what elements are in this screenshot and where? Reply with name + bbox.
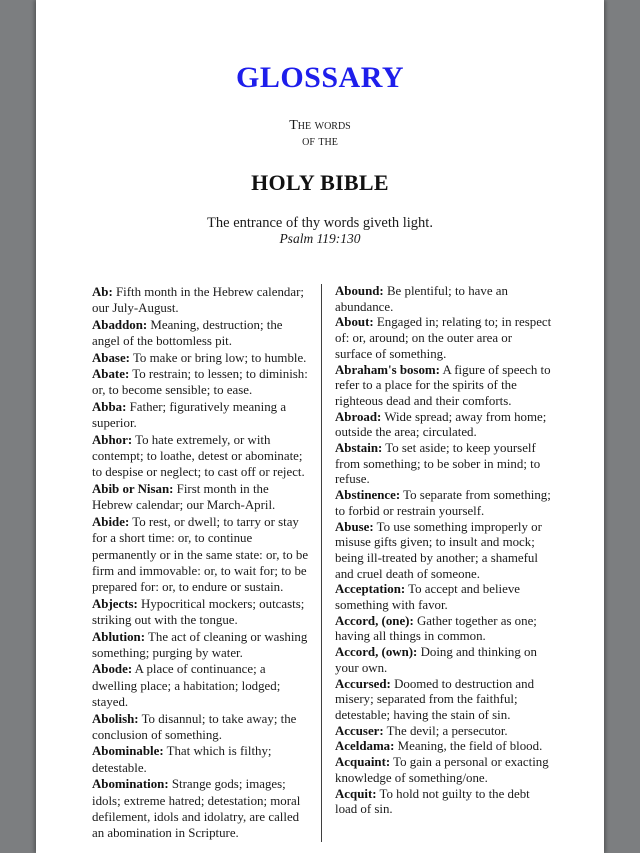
entry-definition: Doing and thinking on your own. (335, 645, 537, 675)
entry-term: Abominable: (92, 744, 164, 759)
entry-definition: Meaning, the field of blood. (394, 739, 543, 754)
book-title: HOLY BIBLE (251, 170, 389, 195)
entry-term: Abjects: (92, 596, 138, 611)
dedication-line-2: of the (302, 133, 338, 149)
glossary-page (36, 0, 604, 853)
entry-term: Acquit: (335, 786, 377, 801)
glossary-entry (92, 284, 309, 317)
entry-definition: That which is filthy; detestable. (92, 744, 272, 775)
entry-definition: Fifth month in the Hebrew calendar; our July-August. (92, 285, 304, 316)
entry-term: Abolish: (92, 711, 139, 726)
entry-term: Abhor: (92, 432, 133, 447)
entry-term: Abide: (92, 514, 130, 529)
glossary-entry (92, 629, 309, 662)
entry-term: Abba: (92, 399, 127, 414)
entry-term: Accord, (own): (335, 645, 418, 660)
entry-term: Abound: (335, 284, 384, 298)
entry-definition: Father; figuratively meaning a superior. (92, 399, 287, 431)
entry-term: Ab: (92, 285, 113, 299)
entry-term: Abib or Nisan: (92, 481, 174, 496)
entry-definition: To disannul; to take away; the conclusion of something. (92, 711, 297, 742)
glossary-entry (92, 596, 309, 629)
glossary-entry (92, 399, 309, 432)
entry-term: Abode: (92, 662, 133, 677)
entry-term: Accursed: (335, 676, 391, 691)
entry-term: Accord, (one): (335, 613, 414, 628)
entry-term: Abomination: (92, 777, 169, 792)
entry-definition: Wide spread; away from home; outside the area; circulated. (335, 409, 547, 440)
entry-definition: A figure of speech to refer to a place for the spirits of the righteous dead and their comforts. (335, 362, 551, 408)
glossary-entry (92, 711, 309, 744)
glossary-entry (92, 350, 309, 366)
glossary-entry (335, 582, 552, 613)
entry-definition: To restrain; to lessen; to diminish: or, to become sensible; to ease. (92, 367, 308, 398)
glossary-entry (92, 366, 309, 399)
entry-definition: Meaning, destruction; the angel of the bottomless pit. (92, 317, 283, 349)
glossary-entry (335, 315, 552, 362)
entry-definition: To hate extremely, or with contempt; to loathe, detest or abominate; to despise or neglect; to cast off or reject. (92, 432, 305, 480)
glossary-entry (335, 739, 552, 755)
dedication (36, 118, 604, 149)
glossary-entry (335, 441, 552, 488)
glossary-entry (335, 614, 552, 645)
glossary-entry (335, 363, 552, 410)
dedication-line-1: The words (289, 118, 351, 133)
glossary-entry (92, 432, 309, 481)
glossary-entry (92, 661, 309, 710)
glossary-entry (92, 481, 309, 514)
entry-definition: Gather together as one; having all things in common. (335, 613, 537, 644)
entry-definition: To accept and believe something with favor. (335, 582, 520, 613)
entry-definition: To make or bring low; to humble. (129, 350, 307, 365)
entry-definition: Be plentiful; to have an abundance. (335, 284, 508, 314)
entry-term: Abate: (92, 367, 130, 382)
entry-term: Ablution: (92, 629, 146, 644)
entry-definition: Hypocritical mockers; outcasts; striking out with the tongue. (92, 596, 305, 628)
entry-term: Abstain: (335, 441, 383, 456)
glossary-entry (335, 488, 552, 519)
entry-term: Aceldama: (335, 739, 395, 754)
glossary-entry (335, 677, 552, 724)
entry-definition: To use something improperly or misuse gifts given; to insult and mock; being ill-treated by another; a shameful and cruel death of someone. (335, 519, 542, 581)
entry-term: Acquaint: (335, 755, 391, 770)
entry-term: Abuse: (335, 519, 374, 534)
entry-term: Abaddon: (92, 317, 148, 332)
glossary-entry (92, 514, 309, 596)
glossary-entry (335, 284, 552, 315)
entry-definition: To rest, or dwell; to tarry or stay for a short time: or, to continue permanently or in the same state: or, to be firm and immovable: or, to wait for; to be prepared for: or, to endure or sustain. (92, 514, 309, 595)
entry-term: About: (335, 315, 374, 330)
glossary-entry (335, 520, 552, 583)
glossary-columns (36, 284, 604, 842)
glossary-entry (92, 776, 309, 842)
entry-term: Abase: (92, 350, 130, 365)
entry-definition: To set aside; to keep yourself from something; to be sober in mind; to refuse. (335, 441, 541, 487)
entry-definition: The act of cleaning or washing something; purging by water. (92, 629, 308, 660)
entry-term: Acceptation: (335, 582, 406, 597)
glossary-entry (92, 743, 309, 776)
glossary-entry (335, 755, 552, 786)
glossary-entry (92, 317, 309, 350)
entry-term: Abroad: (335, 409, 382, 424)
entry-definition: To separate from something; to forbid or restrain yourself. (335, 488, 551, 518)
glossary-entry (335, 724, 552, 740)
glossary-entry (335, 410, 552, 441)
entry-definition: To hold not guilty to the debt load of sin. (335, 786, 530, 817)
entry-definition: First month in the Hebrew calendar; our March-April. (92, 481, 276, 513)
page-title: GLOSSARY (236, 61, 404, 94)
entry-definition: Strange gods; images; idols; extreme hatred; detestation; moral defilement, idols and idolatry, are called an abomination in Scripture. (92, 777, 301, 841)
glossary-column-left (92, 284, 322, 842)
entry-definition: A place of continuance; a dwelling place; a habitation; lodged; stayed. (92, 662, 281, 710)
entry-definition: Doomed to destruction and misery; separated from the faithful; detestable; having the stain of sin. (335, 676, 535, 722)
glossary-entry (335, 645, 552, 676)
entry-term: Abstinence: (335, 488, 401, 503)
epigraph-source: Psalm 119:130 (279, 231, 361, 246)
glossary-column-right (322, 284, 552, 842)
entry-definition: The devil; a persecutor. (383, 723, 508, 738)
entry-term: Abraham's bosom: (335, 362, 440, 377)
entry-definition: Engaged in; relating to; in respect of: or, around; on the outer area or surface of something. (335, 315, 552, 361)
glossary-entry (335, 787, 552, 818)
entry-term: Accuser: (335, 723, 384, 738)
epigraph: The entrance of thy words giveth light. (207, 215, 433, 231)
entry-definition: To gain a personal or exacting knowledge of something/one. (335, 755, 549, 785)
